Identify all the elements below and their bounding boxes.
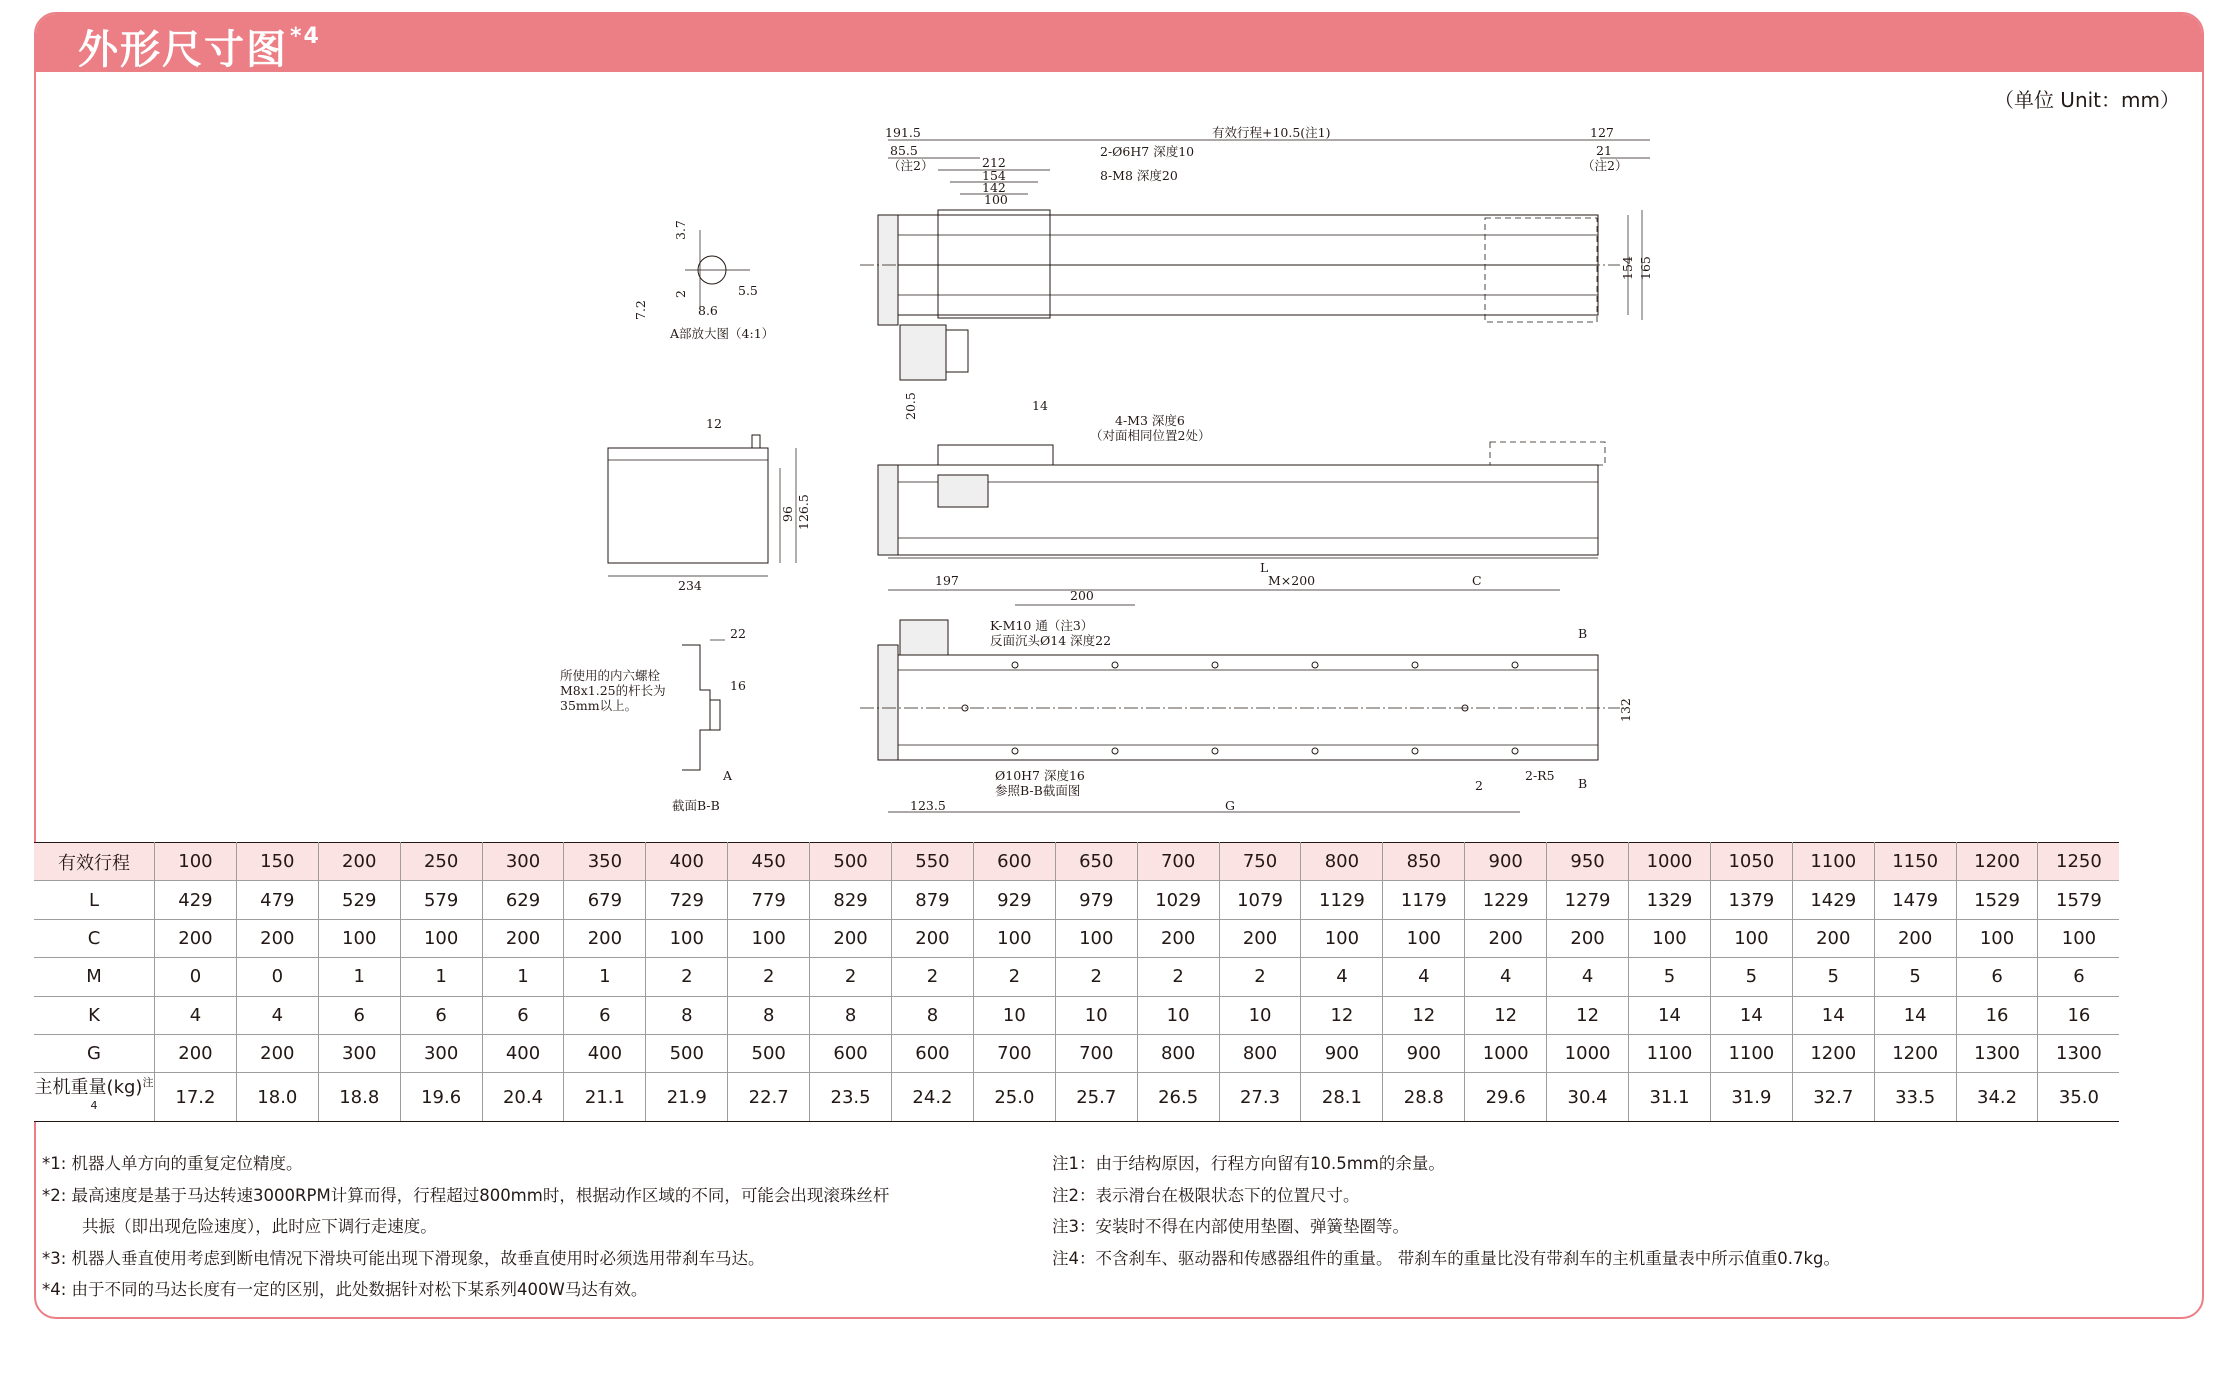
table-cell: 1300 <box>2038 1034 2119 1072</box>
end-view <box>608 416 811 593</box>
table-cell: 100 <box>1055 919 1137 957</box>
table-cell: 20.4 <box>482 1073 564 1122</box>
svg-text:14: 14 <box>1032 398 1048 413</box>
table-cell: 22.7 <box>728 1073 810 1122</box>
table-cell: 18.0 <box>236 1073 318 1122</box>
table-cell: 1100 <box>1792 843 1874 881</box>
top-view <box>860 125 1653 380</box>
svg-text:7.2: 7.2 <box>633 300 648 320</box>
table-cell: 200 <box>564 919 646 957</box>
note-line: *1: 机器人单方向的重复定位精度。 <box>42 1154 303 1173</box>
svg-text:有效行程+10.5(注1): 有效行程+10.5(注1) <box>1212 125 1331 140</box>
table-cell: 529 <box>318 881 400 919</box>
table-cell: 1250 <box>2038 843 2119 881</box>
table-cell: 1 <box>400 958 482 996</box>
table-cell: 28.8 <box>1383 1073 1465 1122</box>
table-cell: 30.4 <box>1547 1073 1629 1122</box>
svg-text:C: C <box>1472 573 1482 588</box>
svg-text:G: G <box>1225 798 1235 813</box>
table-cell: 21.1 <box>564 1073 646 1122</box>
table-cell: 100 <box>1629 919 1711 957</box>
svg-text:M×200: M×200 <box>1268 573 1316 588</box>
table-cell: 1200 <box>1792 1034 1874 1072</box>
svg-text:191.5: 191.5 <box>885 125 921 140</box>
table-cell: 679 <box>564 881 646 919</box>
note-line: 注4：不含刹车、驱动器和传感器组件的重量。 带刹车的重量比没有带刹车的主机重量表中所示值重0.7kg。 <box>1052 1248 1841 1268</box>
table-cell: 200 <box>1874 919 1956 957</box>
table-cell: 300 <box>318 1034 400 1072</box>
table-cell: 200 <box>1465 919 1547 957</box>
table-cell: 350 <box>564 843 646 881</box>
table-cell: 6 <box>482 996 564 1034</box>
table-cell: 34.2 <box>1956 1073 2038 1122</box>
svg-text:2: 2 <box>1475 778 1483 793</box>
note-line: 共振（即出现危险速度），此时应下调行走速度。 <box>82 1217 437 1236</box>
table-cell: 4 <box>236 996 318 1034</box>
dimension-drawing <box>560 110 1700 830</box>
svg-text:（对面相同位置2处）: （对面相同位置2处） <box>1090 428 1211 443</box>
table-cell: 200 <box>1547 919 1629 957</box>
table-cell: 2 <box>1219 958 1301 996</box>
table-cell: 779 <box>728 881 810 919</box>
table-cell: 850 <box>1383 843 1465 881</box>
table-cell: 700 <box>1137 843 1219 881</box>
svg-text:2: 2 <box>673 290 688 298</box>
table-cell: 429 <box>155 881 237 919</box>
table-cell: 1000 <box>1547 1034 1629 1072</box>
table-cell: 14 <box>1629 996 1711 1034</box>
table-cell: 4 <box>1383 958 1465 996</box>
table-cell: 800 <box>1301 843 1383 881</box>
table-cell: 100 <box>400 919 482 957</box>
svg-text:197: 197 <box>935 573 959 588</box>
table-cell: 250 <box>400 843 482 881</box>
table-cell: 800 <box>1219 1034 1301 1072</box>
detail-a <box>633 220 774 341</box>
table-cell: 900 <box>1301 1034 1383 1072</box>
table-cell: 14 <box>1874 996 1956 1034</box>
table-cell: 950 <box>1547 843 1629 881</box>
svg-text:参照B-B截面图: 参照B-B截面图 <box>995 783 1081 798</box>
svg-text:（注2）: （注2） <box>1582 158 1628 173</box>
row-label: K <box>34 996 155 1034</box>
table-cell: 600 <box>892 1034 974 1072</box>
table-cell: 200 <box>1219 919 1301 957</box>
footnotes-right <box>1052 1148 2152 1274</box>
table-cell: 1479 <box>1874 881 1956 919</box>
table-cell: 12 <box>1547 996 1629 1034</box>
table-cell: 1229 <box>1465 881 1547 919</box>
note-line: 注1：由于结构原因，行程方向留有10.5mm的余量。 <box>1052 1154 1445 1173</box>
table-cell: 200 <box>810 919 892 957</box>
table-cell: 10 <box>1055 996 1137 1034</box>
table-cell: 200 <box>1792 919 1874 957</box>
svg-text:85.5: 85.5 <box>890 143 918 158</box>
table-cell: 21.9 <box>646 1073 728 1122</box>
table-cell: 650 <box>1055 843 1137 881</box>
table-cell: 200 <box>1137 919 1219 957</box>
note-line: 注2：表示滑台在极限状态下的位置尺寸。 <box>1052 1185 1360 1205</box>
svg-text:2-Ø6H7 深度10: 2-Ø6H7 深度10 <box>1100 144 1195 159</box>
svg-text:127: 127 <box>1590 125 1614 140</box>
table-row-weight <box>34 1073 2119 1122</box>
table-cell: 4 <box>1465 958 1547 996</box>
svg-text:16: 16 <box>730 678 746 693</box>
table-cell: 1300 <box>1956 1034 2038 1072</box>
row-label: M <box>34 958 155 996</box>
svg-text:234: 234 <box>678 578 702 593</box>
table-cell: 1 <box>564 958 646 996</box>
row-label: C <box>34 919 155 957</box>
svg-text:142: 142 <box>982 180 1006 195</box>
table-cell: 100 <box>155 843 237 881</box>
table-cell: 25.7 <box>1055 1073 1137 1122</box>
table-cell: 500 <box>810 843 892 881</box>
unit-label: （单位 Unit：mm） <box>1993 88 2180 112</box>
table-cell: 800 <box>1137 1034 1219 1072</box>
table-cell: 200 <box>236 919 318 957</box>
svg-text:B: B <box>1578 626 1588 641</box>
table-cell: 600 <box>973 843 1055 881</box>
table-cell: 550 <box>892 843 974 881</box>
table-cell: 1179 <box>1383 881 1465 919</box>
table-cell: 2 <box>728 958 810 996</box>
table-cell: 1200 <box>1956 843 2038 881</box>
table-cell: 2 <box>1137 958 1219 996</box>
table-cell: 579 <box>400 881 482 919</box>
table-cell: 0 <box>236 958 318 996</box>
table-cell: 5 <box>1629 958 1711 996</box>
svg-text:5.5: 5.5 <box>738 283 758 298</box>
table-cell: 16 <box>2038 996 2119 1034</box>
table-row-M <box>34 958 2119 996</box>
table-cell: 2 <box>1055 958 1137 996</box>
svg-text:A部放大图（4:1）: A部放大图（4:1） <box>670 326 775 341</box>
row-label: 有效行程 <box>34 843 155 881</box>
table-cell: 400 <box>646 843 728 881</box>
svg-text:22: 22 <box>730 626 746 641</box>
table-cell: 1000 <box>1629 843 1711 881</box>
table-cell: 879 <box>892 881 974 919</box>
table-cell: 700 <box>1055 1034 1137 1072</box>
table-cell: 2 <box>810 958 892 996</box>
table-cell: 1579 <box>2038 881 2119 919</box>
table-cell: 1000 <box>1465 1034 1547 1072</box>
table-cell: 979 <box>1055 881 1137 919</box>
svg-text:132: 132 <box>1618 698 1633 722</box>
svg-text:154: 154 <box>982 168 1006 183</box>
svg-text:所使用的内六螺栓: 所使用的内六螺栓 <box>560 668 661 683</box>
table-cell: 629 <box>482 881 564 919</box>
table-cell: 26.5 <box>1137 1073 1219 1122</box>
svg-text:截面B-B: 截面B-B <box>672 798 720 813</box>
table-cell: 5 <box>1792 958 1874 996</box>
svg-text:96: 96 <box>780 506 795 522</box>
svg-text:212: 212 <box>982 155 1006 170</box>
bottom-view <box>860 573 1633 813</box>
table-cell: 1379 <box>1710 881 1792 919</box>
row-label: 主机重量(kg)$^{注4}$ <box>34 1073 155 1122</box>
table-cell: 1100 <box>1710 1034 1792 1072</box>
table-cell: 200 <box>236 1034 318 1072</box>
table-cell: 300 <box>482 843 564 881</box>
note-line: *3: 机器人垂直使用考虑到断电情况下滑块可能出现下滑现象，故垂直使用时必须选用带刹车马达。 <box>42 1248 765 1268</box>
table-cell: 17.2 <box>155 1073 237 1122</box>
table-cell: 14 <box>1792 996 1874 1034</box>
table-cell: 14 <box>1710 996 1792 1034</box>
table-cell: 200 <box>155 1034 237 1072</box>
table-cell: 100 <box>1383 919 1465 957</box>
table-cell: 4 <box>1301 958 1383 996</box>
svg-text:反面沉头Ø14 深度22: 反面沉头Ø14 深度22 <box>990 633 1112 648</box>
table-cell: 1 <box>482 958 564 996</box>
table-cell: 1100 <box>1629 1034 1711 1072</box>
table-cell: 100 <box>318 919 400 957</box>
table-cell: 200 <box>482 919 564 957</box>
table-cell: 29.6 <box>1465 1073 1547 1122</box>
table-cell: 100 <box>1301 919 1383 957</box>
table-cell: 12 <box>1465 996 1547 1034</box>
table-cell: 4 <box>1547 958 1629 996</box>
table-cell: 479 <box>236 881 318 919</box>
table-cell: 1050 <box>1710 843 1792 881</box>
table-cell: 33.5 <box>1874 1073 1956 1122</box>
svg-text:4-M3 深度6: 4-M3 深度6 <box>1115 413 1185 428</box>
table-cell: 10 <box>1219 996 1301 1034</box>
table-cell: 4 <box>155 996 237 1034</box>
table-cell: 100 <box>1956 919 2038 957</box>
table-cell: 10 <box>1137 996 1219 1034</box>
table-cell: 200 <box>318 843 400 881</box>
table-cell: 200 <box>155 919 237 957</box>
svg-text:K-M10 通（注3）: K-M10 通（注3） <box>990 618 1094 633</box>
table-cell: 12 <box>1383 996 1465 1034</box>
table-cell: 6 <box>1956 958 2038 996</box>
svg-text:126.5: 126.5 <box>796 494 811 530</box>
svg-text:154: 154 <box>1620 256 1635 280</box>
table-cell: 2 <box>646 958 728 996</box>
table-cell: 2 <box>892 958 974 996</box>
table-cell: 900 <box>1465 843 1547 881</box>
note-line: *4: 由于不同的马达长度有一定的区别，此处数据针对松下某系列400W马达有效。 <box>42 1280 648 1299</box>
table-cell: 25.0 <box>973 1073 1055 1122</box>
table-cell: 6 <box>318 996 400 1034</box>
table-cell: 500 <box>728 1034 810 1072</box>
svg-text:B: B <box>1578 776 1588 791</box>
svg-text:200: 200 <box>1070 588 1094 603</box>
table-cell: 5 <box>1874 958 1956 996</box>
table-cell: 32.7 <box>1792 1073 1874 1122</box>
footnotes-left <box>42 1148 1052 1306</box>
table-cell: 500 <box>646 1034 728 1072</box>
table-cell: 100 <box>646 919 728 957</box>
table-cell: 829 <box>810 881 892 919</box>
table-cell: 700 <box>973 1034 1055 1072</box>
note-line: *2: 最高速度是基于马达转速3000RPM计算而得，行程超过800mm时，根据动作区域的不同，可能会出现滚珠丝杆 <box>42 1185 890 1205</box>
table-cell: 929 <box>973 881 1055 919</box>
table-cell: 1079 <box>1219 881 1301 919</box>
side-view <box>878 392 1605 575</box>
table-cell: 1200 <box>1874 1034 1956 1072</box>
svg-text:21: 21 <box>1596 143 1612 158</box>
table-cell: 1329 <box>1629 881 1711 919</box>
spec-table <box>34 842 2119 1122</box>
svg-text:L: L <box>1260 560 1269 575</box>
table-cell: 600 <box>810 1034 892 1072</box>
table-cell: 900 <box>1383 1034 1465 1072</box>
table-cell: 8 <box>646 996 728 1034</box>
table-cell: 1429 <box>1792 881 1874 919</box>
table-cell: 100 <box>1710 919 1792 957</box>
svg-text:35mm以上。: 35mm以上。 <box>560 698 638 713</box>
svg-text:20.5: 20.5 <box>903 392 918 420</box>
table-cell: 28.1 <box>1301 1073 1383 1122</box>
table-cell: 750 <box>1219 843 1301 881</box>
table-cell: 1029 <box>1137 881 1219 919</box>
table-row-K <box>34 996 2119 1034</box>
svg-text:3.7: 3.7 <box>673 220 688 240</box>
table-cell: 400 <box>482 1034 564 1072</box>
svg-text:Ø10H7 深度16: Ø10H7 深度16 <box>995 768 1085 783</box>
table-cell: 1279 <box>1547 881 1629 919</box>
table-cell: 19.6 <box>400 1073 482 1122</box>
table-cell: 27.3 <box>1219 1073 1301 1122</box>
table-cell: 16 <box>1956 996 2038 1034</box>
table-cell: 1129 <box>1301 881 1383 919</box>
table-cell: 6 <box>400 996 482 1034</box>
table-row-C <box>34 919 2119 957</box>
section-header <box>36 14 2202 72</box>
table-cell: 2 <box>973 958 1055 996</box>
svg-text:12: 12 <box>706 416 722 431</box>
row-label: L <box>34 881 155 919</box>
table-cell: 400 <box>564 1034 646 1072</box>
table-cell: 24.2 <box>892 1073 974 1122</box>
table-cell: 23.5 <box>810 1073 892 1122</box>
table-cell: 100 <box>2038 919 2119 957</box>
table-cell: 8 <box>728 996 810 1034</box>
svg-text:M8x1.25的杆长为: M8x1.25的杆长为 <box>560 683 666 698</box>
svg-text:8.6: 8.6 <box>698 303 718 318</box>
table-cell: 8 <box>810 996 892 1034</box>
table-cell: 1529 <box>1956 881 2038 919</box>
table-cell: 1150 <box>1874 843 1956 881</box>
table-row-L <box>34 881 2119 919</box>
row-label: G <box>34 1034 155 1072</box>
table-cell: 729 <box>646 881 728 919</box>
svg-text:2-R5: 2-R5 <box>1525 768 1555 783</box>
table-cell: 100 <box>973 919 1055 957</box>
table-cell: 300 <box>400 1034 482 1072</box>
svg-text:8-M8 深度20: 8-M8 深度20 <box>1100 168 1178 183</box>
table-cell: 150 <box>236 843 318 881</box>
note-line: 注3：安装时不得在内部使用垫圈、弹簧垫圈等。 <box>1052 1217 1409 1236</box>
table-cell: 35.0 <box>2038 1073 2119 1122</box>
table-row-stroke <box>34 843 2119 881</box>
page-title: 外形尺寸图$^{*4}$ <box>78 23 321 73</box>
table-cell: 10 <box>973 996 1055 1034</box>
svg-text:165: 165 <box>1638 256 1653 280</box>
table-cell: 18.8 <box>318 1073 400 1122</box>
table-cell: 6 <box>564 996 646 1034</box>
table-cell: 8 <box>892 996 974 1034</box>
svg-text:（注2）: （注2） <box>888 158 934 173</box>
table-cell: 5 <box>1710 958 1792 996</box>
section-bb <box>560 626 746 813</box>
svg-text:100: 100 <box>984 192 1008 207</box>
svg-text:A: A <box>723 768 733 783</box>
table-cell: 450 <box>728 843 810 881</box>
table-cell: 1 <box>318 958 400 996</box>
table-cell: 31.1 <box>1629 1073 1711 1122</box>
table-cell: 0 <box>155 958 237 996</box>
svg-text:123.5: 123.5 <box>910 798 946 813</box>
table-cell: 100 <box>728 919 810 957</box>
table-cell: 6 <box>2038 958 2119 996</box>
table-cell: 12 <box>1301 996 1383 1034</box>
table-row-G <box>34 1034 2119 1072</box>
table-cell: 31.9 <box>1710 1073 1792 1122</box>
table-cell: 200 <box>892 919 974 957</box>
